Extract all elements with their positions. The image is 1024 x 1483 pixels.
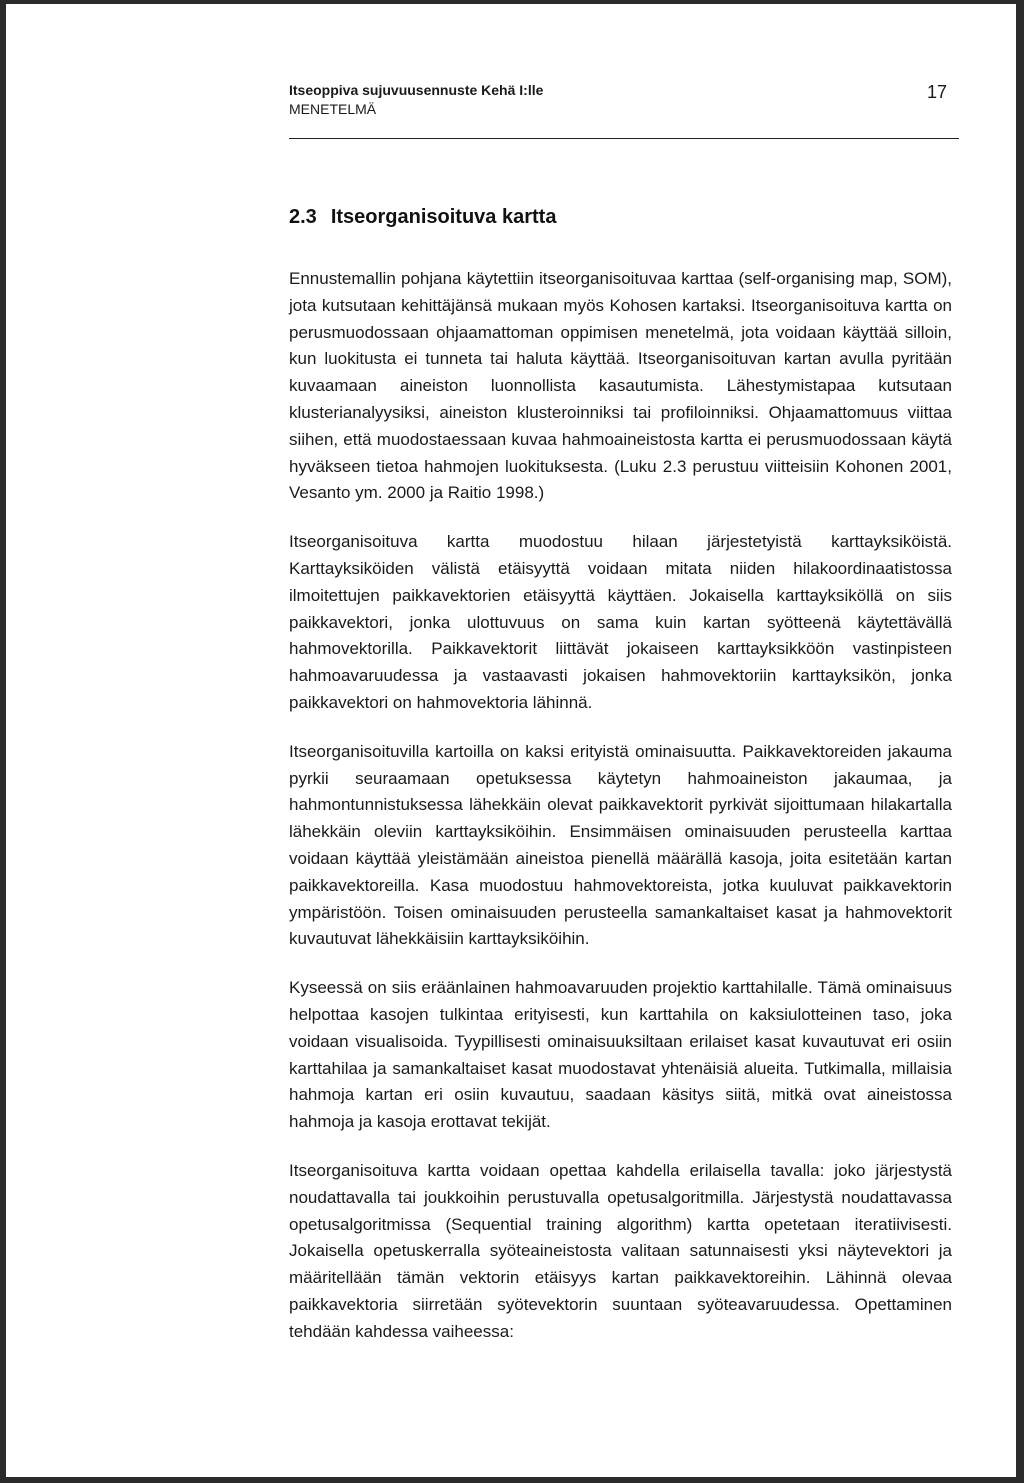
section-number: 2.3 [289, 206, 317, 228]
header-title: Itseoppiva sujuvuusennuste Kehä I:lle [289, 82, 544, 98]
body-text [289, 266, 952, 1367]
running-header [289, 82, 959, 139]
header-section: MENETELMÄ [289, 101, 377, 117]
paragraph: Itseorganisoituva kartta muodostuu hilaan järjestetyistä karttayksiköistä. Karttayksiköiden välistä etäisyyttä voidaan mitata niiden hilakoordinaatistossa ilmoitettujen paikkavektorien etäisyyttä käyttäen. Jokaisella karttayksiköllä on siis paikkavektori, jonka ulottuvuus on sama kuin kartan syötteenä käytettävällä hahmovektorilla. Paikkavektorit liittävät jokaiseen karttayksikköön vastinpisteen hahmoavaruudessa ja vastaavasti jokaisen hahmovektoriin karttayksikön, jonka paikkavektori on hahmovektoria lähinnä. [289, 532, 952, 712]
section-heading [289, 206, 556, 229]
section-title: Itseorganisoituva kartta [330, 206, 557, 228]
paragraph: Kyseessä on siis eräänlainen hahmoavaruuden projektio karttahilalle. Tämä ominaisuus helpottaa kasojen tulkintaa erityisesti, kun karttahila on kaksiulotteinen taso, joka voidaan visualisoida. Tyypillisesti ominaisuuksiltaan erilaiset kasat kuvautuvat eri osiin karttahilaa ja samankaltaiset kasat muodostavat yhtenäisiä alueita. Tutkimalla, millaisia hahmoja kartan eri osiin kuvautuu, saadaan käsitys siitä, mitkä ovat aineistossa hahmoja ja kasoja erottavat tekijät. [289, 978, 952, 1132]
paragraph: Itseorganisoituva kartta voidaan opettaa kahdella erilaisella tavalla: joko järjestystä noudattavalla tai joukkoihin perustuvalla opetusalgoritmilla. Järjestystä noudattavassa opetusalgoritmissa (Sequential training algorithm) kartta opetetaan iteratiivisesti. Jokaisella opetuskerralla syöteaineistosta valitaan satunnaisesti yksi näytevektori ja määritellään tämän vektorin etäisyys kartan paikkavektoreihin. Lähinnä olevaa paikkavektoria siirretään syötevektorin suuntaan syöteavaruudessa. Opettaminen tehdään kahdessa vaiheessa: [289, 1160, 952, 1341]
paragraph: Ennustemallin pohjana käytettiin itseorganisoituvaa karttaa (self-organising map, SOM), jota kutsutaan kehittäjänsä mukaan myös Kohosen kartaksi. Itseorganisoituva kartta on perusmuodossaan ohjaamattoman oppimisen menetelmä, jota voidaan käyttää silloin, kun luokitusta ei tunneta tai haluta käyttää. Itseorganisoituvan kartan avulla pyritään kuvaamaan aineiston luonnollista kasautumista. Lähestymistapaa kutsutaan klusterianalyysiksi, aineiston klusteroinniksi tai profiloinniksi. Ohjaamattomuus viittaa siihen, että muodostaessaan kuvaa hahmoaineistosta kartta ei perusmuodossaan käytä hyväkseen tietoa hahmojen luokituksesta. (Luku 2.3 perustuu viitteisiin Kohonen 2001, Vesanto ym. 2000 ja Raitio 1998.) [289, 269, 952, 503]
document-page [6, 4, 1016, 1477]
paragraph: Itseorganisoituvilla kartoilla on kaksi erityistä ominaisuutta. Paikkavektoreiden jakauma pyrkii seuraamaan opetuksessa käytetyn hahmoaineiston jakaumaa, ja hahmontunnistuksessa lähekkäin olevat paikkavektorit pyrkivät sijoittumaan hilakartalla lähekkäin oleviin karttayksiköihin. Ensimmäisen ominaisuuden perusteella karttaa voidaan käyttää yleistämään aineistoa pienellä määrällä kasoja, joita esitetään kartan paikkavektoreilla. Kasa muodostuu hahmovektoreista, jotka kuuluvat paikkavektorin ympäristöön. Toisen ominaisuuden perusteella samankaltaiset kasat ja hahmovektorit kuvautuvat lähekkäisiin karttayksiköihin. [289, 741, 952, 949]
page-number: 17 [926, 82, 947, 102]
